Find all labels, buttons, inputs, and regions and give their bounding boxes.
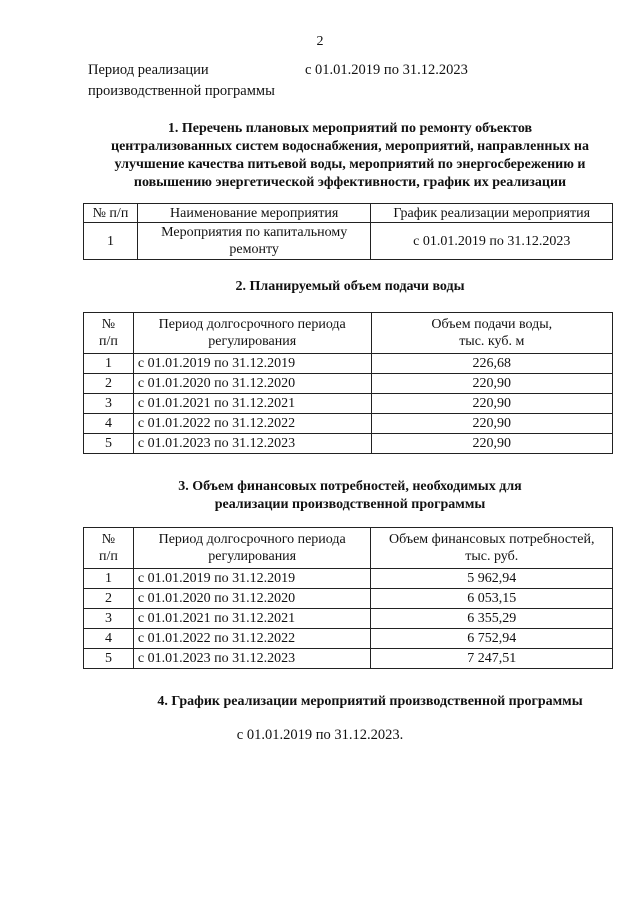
period-label-line1: Период реализации: [88, 62, 209, 78]
row-period: с 01.01.2019 по 31.12.2019: [133, 569, 371, 589]
table-row: [84, 589, 613, 609]
header-num-line1: №: [101, 317, 116, 332]
header-schedule: График реализации мероприятия: [371, 204, 613, 223]
header-period: [133, 313, 371, 354]
row-num: 4: [84, 414, 134, 434]
section4-period: с 01.01.2019 по 31.12.2023.: [236, 727, 404, 743]
table-row: [84, 649, 613, 669]
row-period: с 01.01.2020 по 31.12.2020: [133, 374, 371, 394]
row-period: с 01.01.2023 по 31.12.2023: [133, 434, 371, 454]
page-number: 2: [316, 34, 324, 49]
row-financial-value: 6 053,15: [371, 589, 613, 609]
event-schedule: с 01.01.2019 по 31.12.2023: [371, 223, 613, 260]
table-row: [84, 569, 613, 589]
financial-needs-table: [83, 527, 613, 669]
event-name-line2: ремонту: [229, 242, 279, 257]
header-num: № п/п: [84, 204, 138, 223]
table-row: [84, 434, 613, 454]
event-num: 1: [84, 223, 138, 260]
row-num: 3: [84, 394, 134, 414]
period-label: [88, 60, 275, 102]
row-financial-value: 6 752,94: [371, 629, 613, 649]
table-row: [84, 629, 613, 649]
row-num: 1: [84, 354, 134, 374]
header-num-line2: п/п: [99, 334, 118, 349]
water-supply-table: [83, 312, 613, 454]
header-event-name: Наименование мероприятия: [137, 204, 371, 223]
table-row: [84, 394, 613, 414]
events-table-header: [84, 204, 613, 223]
header-financial-line2: тыс. руб.: [465, 549, 519, 564]
row-num: 5: [84, 434, 134, 454]
header-num: [84, 528, 134, 569]
section3-title: [150, 478, 550, 514]
row-financial-value: 5 962,94: [371, 569, 613, 589]
table-row: [84, 414, 613, 434]
header-num-line1: №: [101, 532, 116, 547]
row-financial-value: 7 247,51: [371, 649, 613, 669]
period-label-line2: производственной программы: [88, 83, 275, 99]
header-num-line2: п/п: [99, 549, 118, 564]
row-volume: 220,90: [371, 394, 612, 414]
section1-title-line3: улучшение качества питьевой воды, мероприятий по энергосбережению и: [114, 157, 586, 172]
row-volume: 220,90: [371, 414, 612, 434]
table-row: [84, 609, 613, 629]
row-financial-value: 6 355,29: [371, 609, 613, 629]
row-volume: 226,68: [371, 354, 612, 374]
section3-title-line2: реализации производственной программы: [214, 497, 486, 512]
row-period: с 01.01.2022 по 31.12.2022: [133, 629, 371, 649]
header-volume-line2: тыс. куб. м: [459, 334, 525, 349]
header-period-line1: Период долгосрочного периода: [158, 532, 346, 547]
row-period: с 01.01.2021 по 31.12.2021: [133, 609, 371, 629]
header-period-line2: регулирования: [208, 549, 297, 564]
row-period: с 01.01.2019 по 31.12.2019: [133, 354, 371, 374]
row-num: 4: [84, 629, 134, 649]
header-financial-needs: [371, 528, 613, 569]
header-financial-line1: Объем финансовых потребностей,: [388, 532, 595, 547]
header-volume-line1: Объем подачи воды,: [431, 317, 553, 332]
row-period: с 01.01.2021 по 31.12.2021: [133, 394, 371, 414]
row-num: 3: [84, 609, 134, 629]
row-num: 2: [84, 589, 134, 609]
section1-title-line2: централизованных систем водоснабжения, мероприятий, направленных на: [111, 139, 589, 154]
water-supply-table-header: [84, 313, 613, 354]
header-period-line2: регулирования: [208, 334, 297, 349]
header-num: [84, 313, 134, 354]
header-period-line1: Период долгосрочного периода: [158, 317, 346, 332]
section3-title-line1: 3. Объем финансовых потребностей, необходимых для: [178, 479, 522, 494]
row-period: с 01.01.2022 по 31.12.2022: [133, 414, 371, 434]
section2-title: 2. Планируемый объем подачи воды: [235, 279, 465, 294]
section1-title-line1: 1. Перечень плановых мероприятий по ремонту объектов: [167, 121, 533, 136]
table-row: [84, 374, 613, 394]
header-period: [133, 528, 371, 569]
row-num: 5: [84, 649, 134, 669]
section1-title-line4: повышению энергетической эффективности, график их реализации: [133, 175, 567, 190]
section1-title: [80, 120, 620, 192]
row-period: с 01.01.2023 по 31.12.2023: [133, 649, 371, 669]
section4-title: 4. График реализации мероприятий производственной программы: [157, 694, 583, 709]
financial-needs-table-header: [84, 528, 613, 569]
row-period: с 01.01.2020 по 31.12.2020: [133, 589, 371, 609]
events-table: [83, 203, 613, 260]
header-volume: [371, 313, 612, 354]
row-volume: 220,90: [371, 434, 612, 454]
row-num: 2: [84, 374, 134, 394]
event-name: [137, 223, 371, 260]
table-row: [84, 354, 613, 374]
row-num: 1: [84, 569, 134, 589]
table-row: [84, 223, 613, 260]
row-volume: 220,90: [371, 374, 612, 394]
period-value: с 01.01.2019 по 31.12.2023: [305, 62, 468, 78]
event-name-line1: Мероприятия по капитальному: [161, 225, 348, 240]
